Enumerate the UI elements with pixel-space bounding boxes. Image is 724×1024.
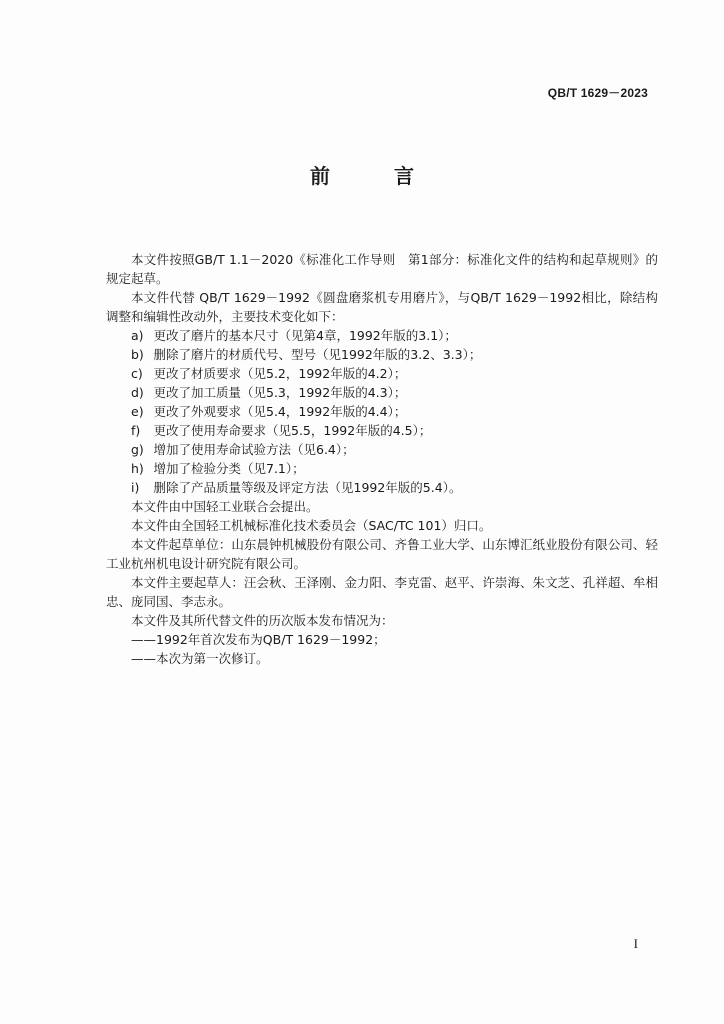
list-item-text: 更改了磨片的基本尺寸（见第4章，1992年版的3.1）； (153, 328, 457, 343)
list-item-text: 增加了检验分类（见7.1）； (153, 461, 305, 476)
list-marker: f) (131, 423, 141, 438)
list-item-text: 删除了磨片的材质代号、型号（见1992年版的3.2、3.3）； (153, 347, 482, 362)
list-item-text: 更改了加工质量（见5.3，1992年版的4.3）； (153, 385, 407, 400)
list-marker: d) (131, 385, 144, 400)
list-item (106, 440, 658, 459)
list-item-text: 更改了材质要求（见5.2，1992年版的4.2）； (153, 366, 407, 381)
list-marker: h) (131, 461, 144, 476)
list-item (106, 364, 658, 383)
list-marker: e) (131, 404, 144, 419)
list-item (106, 345, 658, 364)
list-item-text: 更改了外观要求（见5.4，1992年版的4.4）； (153, 404, 407, 419)
history-item: ——1992年首次发布为QB/T 1629－1992； (131, 632, 386, 647)
foreword-body (106, 250, 658, 668)
paragraph-proposed-by: 本文件由中国轻工业联合会提出。 (131, 499, 319, 514)
page-number: I (633, 936, 638, 951)
list-item-text: 增加了使用寿命试验方法（见6.4）； (153, 442, 355, 457)
paragraph-replacement: 本文件代替 QB/T 1629－1992《圆盘磨浆机专用磨片》，与QB/T 1629－1992相比，除结构调整和编辑性改动外，主要技术变化如下： (106, 290, 658, 324)
paragraph-administered-by: 本文件由全国轻工机械标准化技术委员会（SAC/TC 101）归口。 (131, 518, 492, 533)
list-item (106, 326, 658, 345)
list-marker: c) (131, 366, 143, 381)
paragraph-version-history: 本文件及其所代替文件的历次版本发布情况为： (131, 613, 394, 628)
paragraph-drafting-rules: 本文件按照GB/T 1.1－2020《标准化工作导则 第1部分：标准化文件的结构和起草规则》的规定起草。 (106, 252, 658, 286)
paragraph-drafters: 本文件主要起草人：汪会秋、王泽刚、金力阳、李克雷、赵平、许崇海、朱文芝、孔祥超、牟相忠、庞同国、李志永。 (106, 575, 658, 609)
list-item (106, 421, 658, 440)
paragraph-drafting-units: 本文件起草单位：山东晨钟机械股份有限公司、齐鲁工业大学、山东博汇纸业股份有限公司、轻工业杭州机电设计研究院有限公司。 (106, 537, 658, 571)
changes-list (106, 326, 658, 497)
list-item (106, 459, 658, 478)
page-title: 前 言 (310, 164, 436, 188)
history-item: ——本次为第一次修订。 (131, 651, 269, 666)
list-marker: i) (131, 480, 140, 495)
list-item (106, 383, 658, 402)
standard-code: QB/T 1629－2023 (547, 86, 648, 100)
list-item-text: 删除了产品质量等级及评定方法（见1992年版的5.4）。 (153, 480, 462, 495)
list-marker: g) (131, 442, 144, 457)
list-item (106, 478, 658, 497)
list-item (106, 402, 658, 421)
history-list (106, 630, 658, 668)
list-item-text: 更改了使用寿命要求（见5.5，1992年版的4.5）； (153, 423, 432, 438)
list-marker: b) (131, 347, 144, 362)
list-marker: a) (131, 328, 144, 343)
